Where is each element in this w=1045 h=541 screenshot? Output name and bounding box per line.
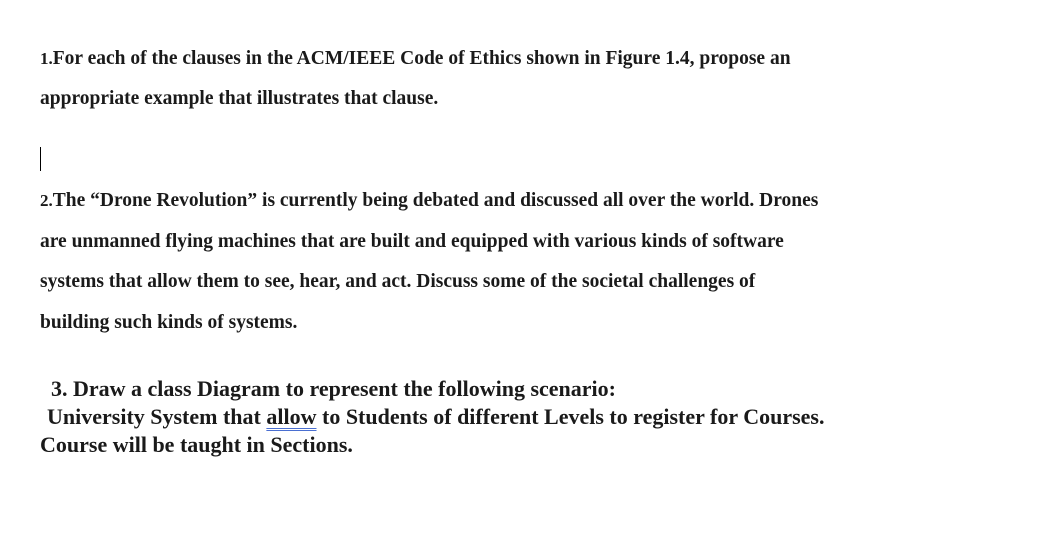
question-1-text-1: For each of the clauses in the ACM/IEEE Code of Ethics shown in Figure 1.4, propose an — [52, 48, 791, 69]
question-2-line-2: are unmanned flying machines that are built and equipped with various kinds of software — [40, 231, 784, 252]
question-1-number: 1. — [40, 49, 53, 68]
question-2-number: 2. — [40, 191, 53, 210]
text-cursor — [40, 147, 41, 171]
question-2-text-1: The “Drone Revolution” is currently being debated and discussed all over the world. Drones — [52, 190, 819, 211]
question-1-line-1 — [40, 47, 791, 71]
question-3-line-3: Course will be taught in Sections. — [40, 432, 353, 457]
grammar-flagged-word[interactable]: allow — [266, 404, 317, 429]
question-2-line-1 — [40, 189, 818, 213]
question-1-line-2: appropriate example that illustrates that clause. — [40, 88, 439, 109]
question-3-line-2 — [47, 405, 824, 429]
question-3-text-after: to Students of different Levels to register for Courses. — [316, 404, 825, 429]
question-3-line-1: 3. Draw a class Diagram to represent the following scenario: — [51, 376, 616, 401]
question-2-line-4: building such kinds of systems. — [40, 312, 298, 333]
question-3-text-before: University System that — [47, 404, 267, 429]
question-2-line-3: systems that allow them to see, hear, and act. Discuss some of the societal challenges of — [40, 271, 756, 292]
